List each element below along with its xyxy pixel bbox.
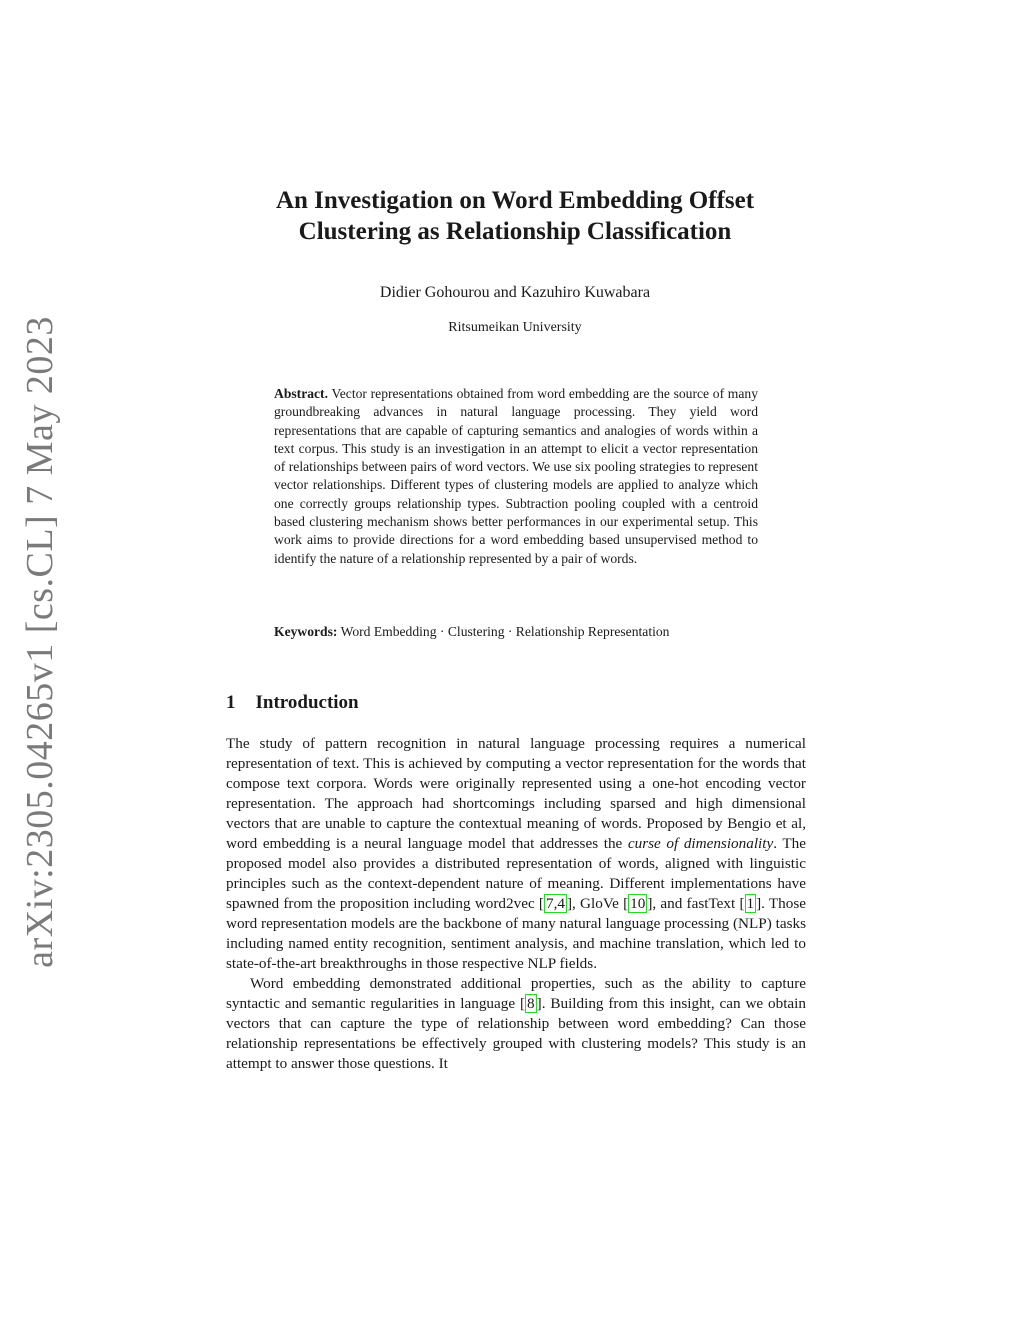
abstract-block — [274, 385, 758, 568]
arxiv-identifier: arXiv:2305.04265v1 [cs.CL] 7 May 2023 — [19, 316, 61, 968]
section-heading-introduction — [226, 692, 359, 714]
paragraph-text: . Building from this insight, can we obtain vectors that can capture the type of relationship between word embedding? Can those relationship representations be effectively grouped with clustering models? This study is an attempt to answer those questions. It — [226, 995, 806, 1072]
citation-link-glove[interactable]: 10 — [630, 895, 646, 912]
section-number: 1 — [226, 692, 236, 713]
paper-title-line-1: An Investigation on Word Embedding Offset — [275, 187, 755, 214]
paper-title — [200, 185, 830, 247]
introduction-paragraph-2: Word embedding demonstrated additional properties, such as the ability to capture syntactic and semantic regularities in language [ 8 ]. Building from this insight, can we obtain vectors that can capture the type of relationship between word embedding? Can those relationship representations be effectively grouped with clustering models? This study is an attempt to answer those questions. It — [226, 975, 806, 1072]
citation-link-word2vec[interactable]: 7,4 — [545, 895, 565, 912]
paper-authors: Didier Gohourou and Kazuhiro Kuwabara — [379, 284, 651, 301]
keywords-block — [274, 623, 758, 641]
paragraph-text: . The proposed model also provides a distributed representation of words, aligned with linguistic principles such as the context-dependent nature of meaning. Different implementations have spawned from the proposition including word2vec — [226, 835, 806, 912]
paragraph-text: , and fastText — [652, 895, 740, 912]
abstract-text: Vector representations obtained from word embedding are the source of many groundbreaking advances in natural language processing. They yield word representations that are capable of capturing semantics and analogies of words within a text corpus. This study is an investigation in an attempt to elicit a vector representation of relationships between pairs of word vectors. We use six pooling strategies to represent vector relationships. Different types of clustering models are applied to analyze which one correctly groups relationship types. Subtraction pooling coupled with a centroid based clustering mechanism shows better performances in our experimental setup. This work aims to provide directions for a word embedding based unsupervised method to identify the nature of a relationship represented by a pair of words. — [274, 386, 759, 566]
keywords-text: Word Embedding · Clustering · Relationship Representation — [340, 624, 670, 639]
introduction-paragraph-1: The study of pattern recognition in natural language processing requires a numerical representation of text. This is achieved by computing a vector representation for the words that compose text corpora. Words were originally represented using a one-hot encoding vector representation. The approach had shortcomings including sparsed and high dimensional vectors that are unable to capture the contextual meaning of words. Proposed by Bengio et al, word embedding is a neural language model that addresses the curse of dimensionality. The proposed model also provides a distributed representation of words, aligned with linguistic principles such as the context-dependent nature of meaning. Different implementations have spawned from the proposition including word2vec [ 7,4 ], GloVe [ 10 ], and fastText [ 1 ]. Those word representation models are the backbone of many natural language processing (NLP) tasks including named entity recognition, sentiment analysis, and machine translation, which led to state-of-the-art breakthroughs in those respective NLP fields. — [226, 735, 807, 972]
paragraph-text: Word embedding demonstrated additional properties, such as the ability to capture syntactic and semantic regularities in language — [226, 975, 806, 1012]
introduction-body — [226, 734, 806, 1074]
arxiv-sidebar — [10, 316, 70, 968]
italic-term: curse of dimensionality — [627, 835, 774, 852]
paragraph-text: , GloVe — [572, 895, 624, 912]
keywords-label: Keywords: — [274, 624, 338, 639]
paragraph-text: . Those word representation models are the backbone of many natural language processing (NLP) tasks including named entity recognition, sentiment analysis, and machine translation, which led to state-of-the-art breakthroughs in those respective NLP fields. — [226, 895, 807, 972]
section-title: Introduction — [255, 692, 359, 713]
citation-link-regularities[interactable]: 8 — [527, 995, 535, 1012]
citation-link-fasttext[interactable]: 1 — [746, 895, 755, 912]
paper-title-line-2: Clustering as Relationship Classification — [298, 218, 732, 245]
abstract-label: Abstract. — [274, 386, 328, 401]
paragraph-text: The study of pattern recognition in natural language processing requires a numerical representation of text. This is achieved by computing a vector representation for the words that compose text corpora. Words were originally represented using a one-hot encoding vector representation. The approach had shortcomings including sparsed and high dimensional vectors that are unable to capture the contextual meaning of words. Proposed by Bengio et al, word embedding is a neural language model that addresses the — [226, 735, 806, 852]
paper-affiliation: Ritsumeikan University — [448, 320, 582, 335]
